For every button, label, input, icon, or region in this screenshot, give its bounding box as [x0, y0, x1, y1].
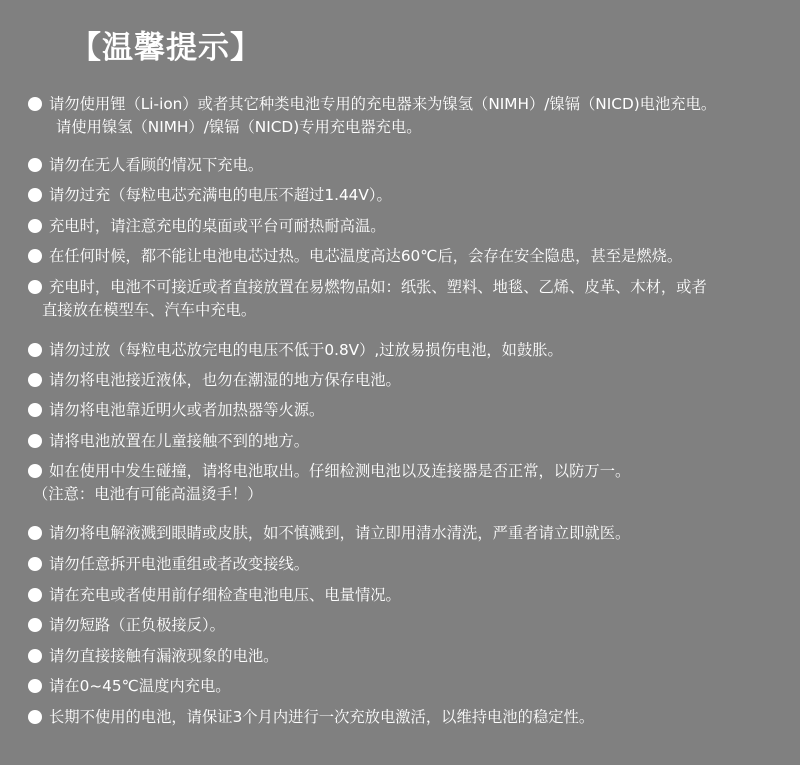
notice-text: 充电时，请注意充电的桌面或平台可耐热耐高温。: [49, 217, 386, 235]
notice-text-continued: 请使用镍氢（NIMH）/镍镉（NICD)专用充电器充电。: [56, 118, 422, 136]
notice-text: 请勿在无人看顾的情况下充电。: [49, 156, 264, 174]
notice-text: 请将电池放置在儿童接触不到的地方。: [49, 432, 310, 450]
notice-text: 请勿将电解液溅到眼睛或皮肤，如不慎溅到，请立即用清水清洗，严重者请立即就医。: [49, 524, 631, 542]
notice-text: 长期不使用的电池，请保证3个月内进行一次充放电激活，以维持电池的稳定性。: [49, 708, 595, 726]
bullet-icon: [28, 588, 42, 602]
bullet-icon: [28, 280, 42, 294]
bullet-icon: [28, 526, 42, 540]
bullet-icon: [28, 249, 42, 263]
bullet-icon: [28, 464, 42, 478]
notice-text: 请勿短路（正负极接反）。: [49, 616, 225, 634]
notice-text: 请勿过放（每粒电芯放完电的电压不低于0.8V）,过放易损伤电池，如鼓胀。: [49, 341, 563, 359]
notice-text-continued: 直接放在模型车、汽车中充电。: [42, 301, 257, 319]
bullet-icon: [28, 403, 42, 417]
bullet-icon: [28, 97, 42, 111]
bullet-icon: [28, 219, 42, 233]
bullet-icon: [28, 158, 42, 172]
bullet-icon: [28, 188, 42, 202]
bullet-icon: [28, 373, 42, 387]
bullet-icon: [28, 434, 42, 448]
bullet-icon: [28, 649, 42, 663]
bullet-icon: [28, 557, 42, 571]
notice-text: 请勿将电池接近液体，也勿在潮湿的地方保存电池。: [49, 371, 401, 389]
notice-text: 在任何时候，都不能让电池电芯过热。电芯温度高达60℃后，会存在安全隐患，甚至是燃烧。: [49, 247, 683, 265]
bullet-icon: [28, 618, 42, 632]
notice-text: 请勿将电池靠近明火或者加热器等火源。: [49, 401, 325, 419]
bullet-icon: [28, 679, 42, 693]
notice-text: 请勿过充（每粒电芯充满电的电压不超过1.44V）。: [49, 186, 392, 204]
notice-text: 如在使用中发生碰撞，请将电池取出。仔细检测电池以及连接器是否正常，以防万一。: [49, 462, 631, 480]
notice-text: 请勿任意拆开电池重组或者改变接线。: [49, 555, 310, 573]
page-title: 【温馨提示】: [70, 30, 262, 66]
bullet-icon: [28, 710, 42, 724]
notice-text: 请勿使用锂（Li-ion）或者其它种类电池专用的充电器来为镍氢（NIMH）/镍镉（NICD)电池充电。: [49, 95, 717, 113]
notice-text: 请在0~45℃温度内充电。: [49, 677, 231, 695]
notice-text-continued: （注意：电池有可能高温烫手！）: [33, 485, 263, 503]
notice-text: 请勿直接接触有漏液现象的电池。: [49, 647, 279, 665]
notice-text: 充电时，电池不可接近或者直接放置在易燃物品如：纸张、塑料、地毯、乙烯、皮革、木材，或者: [49, 278, 707, 296]
bullet-icon: [28, 343, 42, 357]
notice-text: 请在充电或者使用前仔细检查电池电压、电量情况。: [49, 586, 401, 604]
